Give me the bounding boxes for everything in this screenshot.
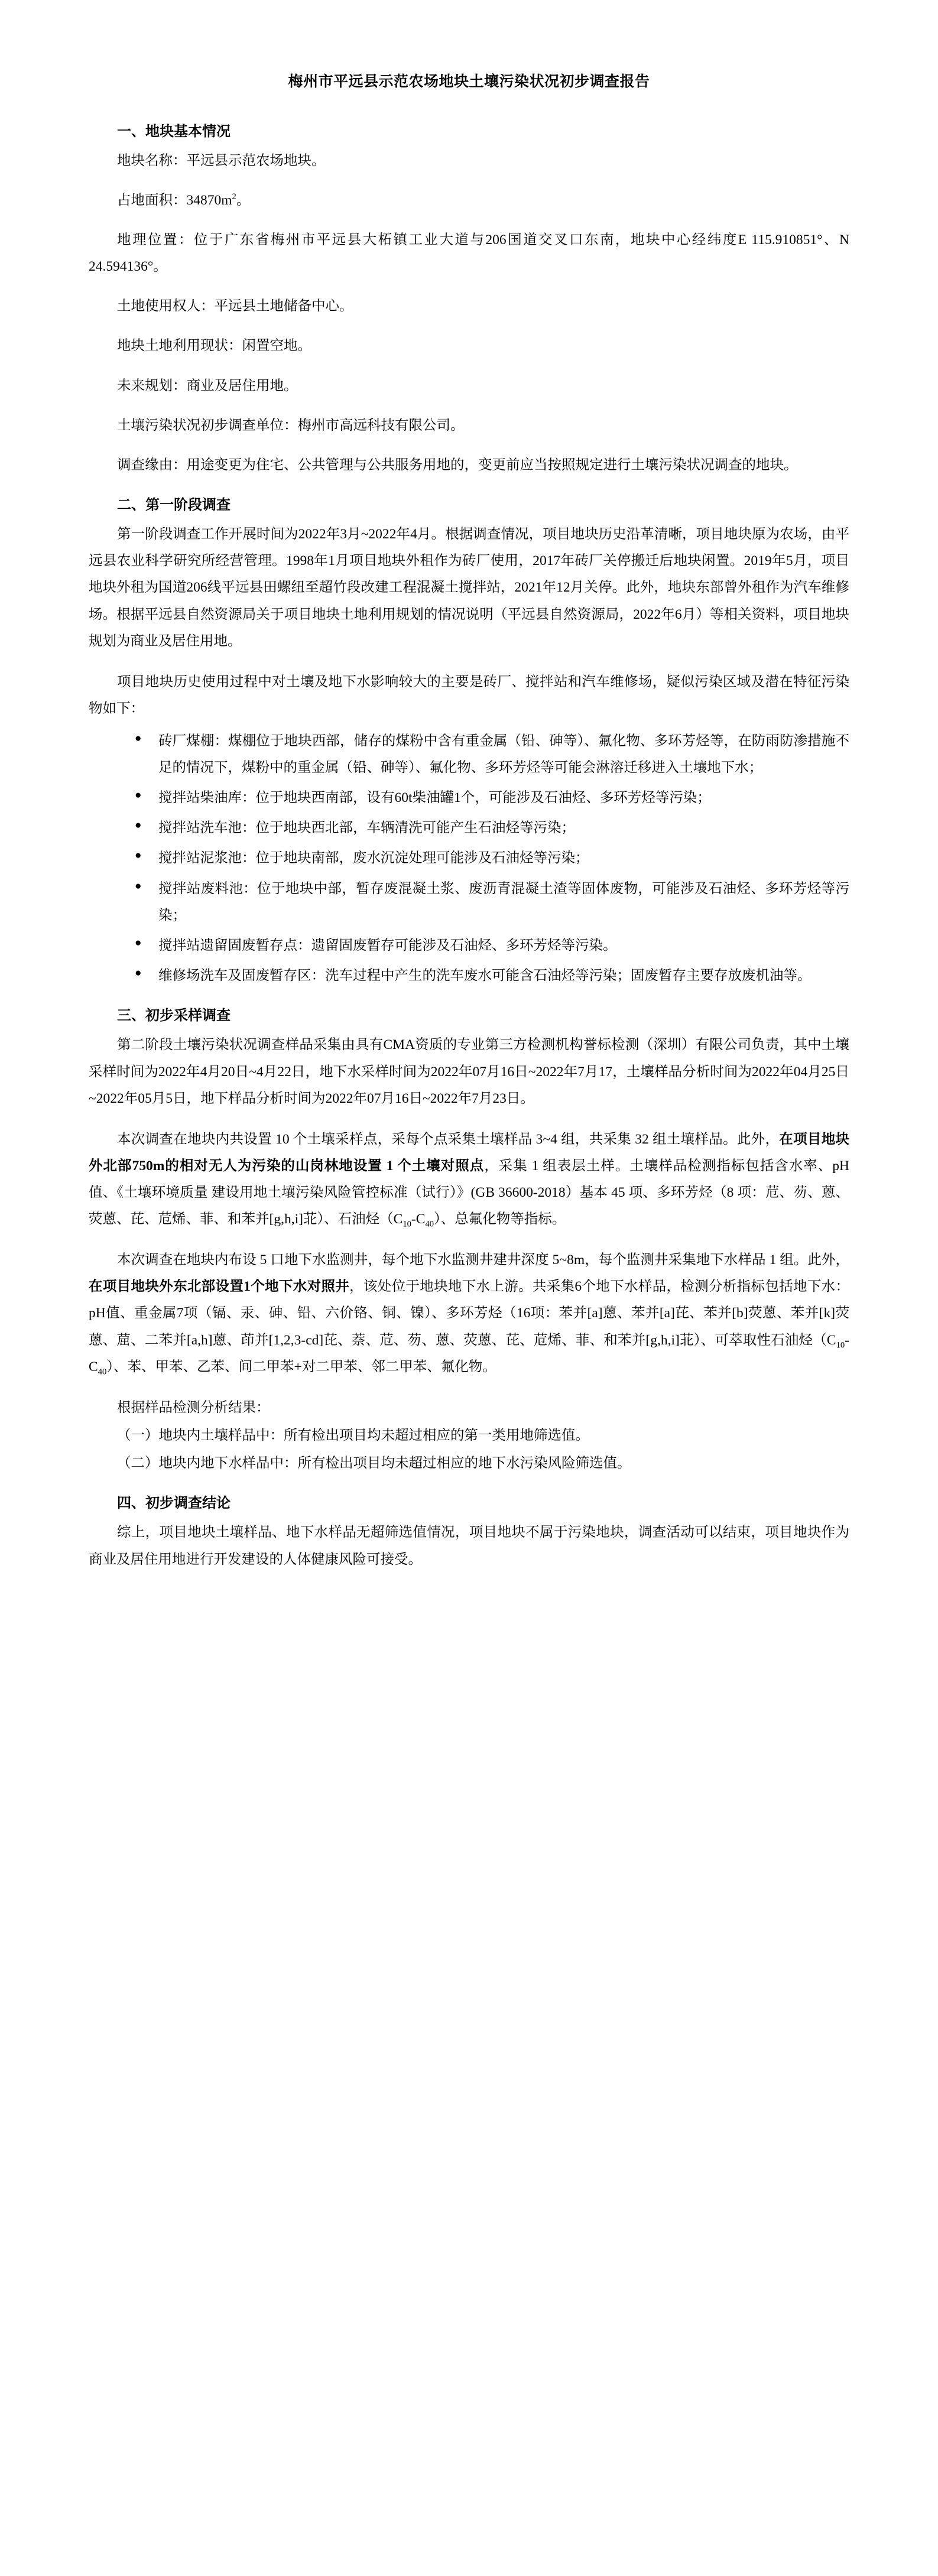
soil-sampling-text-part2: ，采集 1 组表层土样。土壤样品检测指标包括含水率、pH 值、《土壤环境质量 建设用地土壤污染风险管控标准（试行）》(GB 36600-2018）基本 45 项、多环芳烃（8 项：苊、芴、蒽、荧蒽、芘、苊烯、菲、和苯并[g,h,i]苝）、石油烃（C: [89, 1158, 850, 1227]
section4-conclusion: 综上，项目地块土壤样品、地下水样品无超筛选值情况，项目地块不属于污染地块，调查活动可以结束，项目地块作为商业及居住用地进行开发建设的人体健康风险可接受。: [89, 1525, 849, 1567]
gw-text-part3: -C: [89, 1332, 849, 1375]
spacer: [89, 320, 849, 333]
list-item: [89, 728, 849, 781]
pollution-source-list: [89, 728, 849, 989]
spacer: [89, 360, 849, 373]
section3-paragraph-groundwater: [89, 1247, 849, 1380]
section3-paragraph-soil-sampling: [89, 1126, 849, 1233]
section3-results-lead: 根据样品检测分析结果：: [117, 1399, 270, 1415]
section-heading-2: 二、第一阶段调查: [117, 497, 231, 513]
list-item-text: 搅拌站柴油库：位于地块西南部，设有60t柴油罐1个，可能涉及石油烃、多环芳烃等污染；: [158, 790, 711, 806]
spacer: [89, 399, 849, 412]
field-area-exponent: 2: [232, 192, 236, 202]
list-item-text: 维修场洗车及固废暂存区：洗车过程中产生的洗车废水可能含石油烃等污染；固废暂存主要存放废机油等。: [158, 967, 812, 983]
field-survey-unit: 土壤污染状况初步调查单位：梅州市高远科技有限公司。: [117, 417, 465, 433]
bullet-dot-icon: ●: [135, 966, 142, 979]
field-area-value: 34870m: [186, 193, 232, 208]
spacer: [89, 280, 849, 293]
list-item-text: 砖厂煤棚：煤棚位于地块西部，储存的煤粉中含有重金属（铅、砷等）、氟化物、多环芳烃等，在防雨防渗措施不足的情况下，煤粉中的重金属（铅、砷等）、氟化物、多环芳烃等可能会淋溶迁移进入土壤地下水；: [158, 733, 849, 776]
list-item-text: 搅拌站洗车池：位于地块西北部，车辆清洗可能产生石油烃等污染；: [158, 820, 575, 836]
field-location: 地理位置：位于广东省梅州市平远县大柘镇工业大道与206国道交叉口东南，地块中心经纬度E 115.910851°、N 24.594136°。: [89, 232, 849, 275]
list-item-text: 搅拌站泥浆池：位于地块南部，废水沉淀处理可能涉及石油烃等污染；: [158, 850, 589, 866]
field-area: [89, 187, 849, 214]
list-item: [89, 845, 849, 872]
distance-value: 750m: [132, 1158, 165, 1174]
field-land-user: 土地使用权人：平远县土地储备中心。: [117, 298, 353, 314]
section-heading-3: 三、初步采样调查: [117, 1008, 231, 1024]
page-title: 梅州市平远县示范农场地块土壤污染状况初步调查报告: [288, 74, 650, 90]
bullet-dot-icon: ●: [135, 789, 142, 802]
field-area-label: 占地面积：: [117, 193, 187, 208]
spacer: [89, 1113, 849, 1126]
carbon-sub-40: 40: [425, 1219, 434, 1229]
spacer: [89, 439, 849, 452]
spacer: [89, 656, 849, 669]
field-future-plan: 未来规划：商业及居住用地。: [117, 378, 298, 394]
field-current-use: 地块土地利用现状：闲置空地。: [117, 338, 311, 354]
soil-sampling-text-part4: ）、总氟化物等指标。: [433, 1211, 566, 1227]
field-area-period: 。: [236, 193, 251, 208]
carbon-sub-10-gw: 10: [836, 1340, 845, 1350]
section3-result-soil: （一）地块内土壤样品中：所有检出项目均未超过相应的第一类用地筛选值。: [117, 1427, 589, 1443]
gw-text-part4: ）、苯、甲苯、乙苯、间二甲苯+对二甲苯、邻二甲苯、氟化物。: [106, 1359, 496, 1375]
soil-sampling-emphasis: 在项目地块外北部750m的相对无人为污染的山岗林地设置 1 个土壤对照点: [89, 1131, 849, 1174]
section2-paragraph-history: 第一阶段调查工作开展时间为2022年3月~2022年4月。根据调查情况，项目地块历史沿革清晰，项目地块原为农场，由平远县农业科学研究所经营管理。1998年1月项目地块外租作为砖厂使用，2017年砖厂关停搬迁后地块闲置。2019年5月，项目地块外租为国道206线平远县田螺纽至超竹段改建工程混凝土搅拌站，2021年12月关停。此外，地块东部曾外租作为汽车维修场。根据平远县自然资源局关于项目地块土地利用规划的情况说明（平远县自然资源局，2022年6月）等相关资料，项目地块规划为商业及居住用地。: [89, 527, 849, 649]
bullet-dot-icon: ●: [135, 936, 142, 949]
list-item-text: 搅拌站遗留固废暂存点：遗留固废暂存可能涉及石油烃、多环芳烃等污染。: [158, 937, 617, 953]
bullet-dot-icon: ●: [135, 879, 142, 892]
list-item: [89, 815, 849, 842]
section3-paragraph-sampling-time: 第二阶段土壤污染状况调查样品采集由具有CMA资质的专业第三方检测机构誉标检测（深圳）有限公司负责，其中土壤采样时间为2022年4月20日~4月22日，地下水采样时间为2022年07月16日~2022年7月17，土壤样品分析时间为2022年04月25日~2022年05月5日，地下样品分析时间为2022年07月16日~2022年7月23日。: [89, 1037, 849, 1106]
section3-result-groundwater: （二）地块内地下水样品中：所有检出项目均未超过相应的地下水污染风险筛选值。: [117, 1455, 631, 1471]
spacer: [89, 1234, 849, 1247]
list-item: [89, 933, 849, 959]
carbon-sub-10: 10: [403, 1219, 411, 1229]
spacer: [89, 174, 849, 187]
section2-paragraph-intro: 项目地块历史使用过程中对土壤及地下水影响较大的主要是砖厂、搅拌站和汽车维修场，疑似污染区域及潜在特征污染物如下：: [89, 674, 849, 716]
spacer: [89, 214, 849, 227]
bullet-dot-icon: ●: [135, 732, 142, 745]
list-item: [89, 963, 849, 989]
bullet-dot-icon: ●: [135, 849, 142, 862]
section-heading-4: 四、初步调查结论: [117, 1496, 231, 1512]
soil-sampling-text-part3: -C: [411, 1211, 426, 1227]
gw-text-part1: 本次调查在地块内布设 5 口地下水监测井，每个地下水监测井建井深度 5~8m，每个监测井采集地下水样品 1 组。此外，: [117, 1252, 849, 1268]
spacer: [89, 1382, 849, 1395]
field-plot-name: 地块名称：平远县示范农场地块。: [117, 152, 326, 168]
field-survey-reason: 调查缘由：用途变更为住宅、公共管理与公共服务用地的，变更前应当按照规定进行土壤污染状况调查的地块。: [117, 457, 798, 473]
bullet-dot-icon: ●: [135, 819, 142, 832]
section-heading-1: 一、地块基本情况: [117, 124, 231, 139]
list-item: [89, 876, 849, 929]
carbon-sub-40-gw: 40: [98, 1367, 107, 1377]
list-item: [89, 785, 849, 811]
gw-emphasis: 在项目地块外东北部设置1个地下水对照井: [89, 1279, 350, 1295]
list-item-text: 搅拌站废料池：位于地块中部，暂存废混凝土浆、废沥青混凝土渣等固体废物，可能涉及石油烃、多环芳烃等污染；: [158, 881, 849, 923]
gw-text-part2: ，该处位于地块地下水上游。共采集6个地下水样品，检测分析指标包括地下水：pH值、重金属7项（镉、汞、砷、铅、六价铬、铜、镍）、多环芳烃（16项：苯并[a]蒽、苯并[a]芘、苯并[b]荧蒽、苯并[k]荧蒽、䓛、二苯并[a,h]蒽、茚并[1,2,3-cd]芘、萘、苊、芴、蒽、荧蒽、芘、苊烯、菲、和苯并[g,h,i]苝）、可萃取性石油烃（C: [89, 1279, 850, 1348]
soil-sampling-text-part1: 本次调查在地块内共设置 10 个土壤采样点，采每个点采集土壤样品 3~4 组，共采集 32 组土壤样品。此外，: [117, 1131, 780, 1147]
